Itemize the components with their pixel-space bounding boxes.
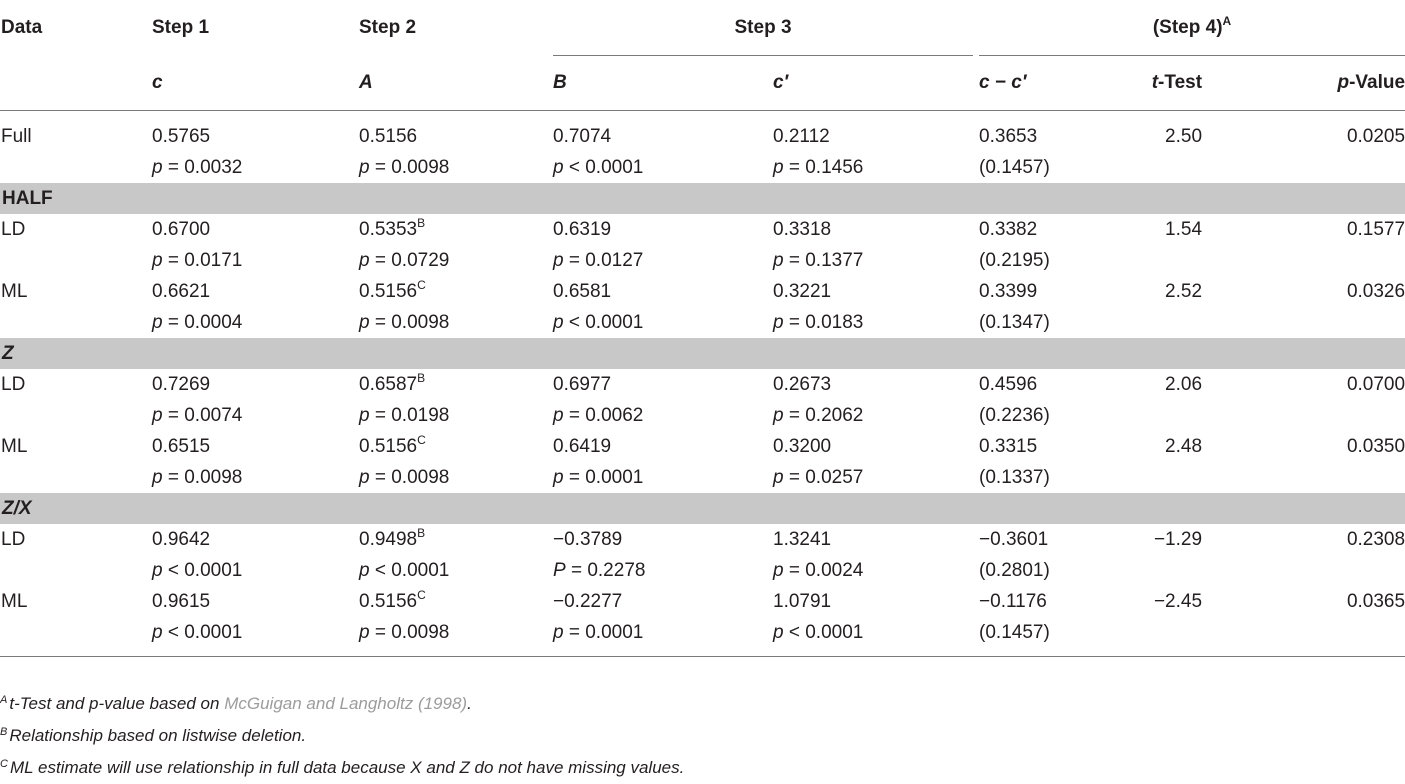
cell-a-p: p = 0.0198: [359, 404, 450, 426]
row-label: ML: [1, 435, 28, 457]
row-label: LD: [1, 528, 26, 550]
header-c-minus-c-prime: c − c′: [979, 56, 1136, 111]
cell-c-p: p = 0.0098: [152, 466, 243, 488]
cell-t: −1.29: [1153, 528, 1203, 550]
cell-b-p: p < 0.0001: [553, 311, 644, 333]
cell-a-p: p = 0.0098: [359, 617, 553, 657]
cell-b: 0.6581: [553, 280, 612, 302]
header-a: A: [359, 56, 553, 111]
row-label: ML: [1, 280, 28, 302]
cell-b-p: p = 0.0001: [553, 617, 773, 657]
table-row-pvalues: [0, 307, 1405, 338]
cell-diff-se: (0.2236): [979, 404, 1050, 426]
header-b: B: [553, 56, 773, 111]
cell-p-value: 0.0205: [1346, 125, 1405, 147]
header-step1: Step 1: [152, 17, 210, 38]
cell-c-p: p = 0.0004: [152, 311, 243, 333]
cell-b-p: P = 0.2278: [553, 559, 646, 581]
cell-b-p: p < 0.0001: [553, 156, 644, 178]
cell-c-prime: 1.3241: [773, 528, 832, 550]
cell-c-prime-p: p < 0.0001: [773, 617, 973, 657]
footnote-mark: B: [417, 370, 426, 385]
header-c-prime: c′: [773, 56, 973, 111]
cell-b: 0.6977: [553, 373, 612, 395]
cell-b: −0.3789: [553, 528, 623, 550]
cell-b-p: p = 0.0001: [553, 466, 644, 488]
cell-a: $0.5353^B$: [359, 215, 426, 240]
cell-diff: 0.3399: [979, 280, 1038, 302]
cell-c-prime-p: p = 0.0024: [773, 559, 864, 581]
section-header: [0, 183, 1405, 214]
cell-t: 2.48: [1165, 435, 1203, 457]
section-label: HALF: [0, 183, 1405, 214]
cell-t: 2.50: [1165, 125, 1203, 147]
row-label: LD: [1, 218, 26, 240]
cell-t: −2.45: [1153, 590, 1203, 612]
cell-b: −0.2277: [553, 590, 623, 612]
cell-b-p: p = 0.0127: [553, 249, 644, 271]
cell-a: $0.6587^B$: [359, 370, 426, 395]
table-row: [0, 431, 1405, 462]
cell-a-p: p < 0.0001: [359, 559, 450, 581]
section-label: Z: [0, 338, 1405, 369]
cell-c: 0.9615: [152, 590, 211, 612]
cell-a-p: p = 0.0098: [359, 156, 450, 178]
table-row: [0, 369, 1405, 400]
footnote-mark: C: [417, 587, 426, 602]
cell-a: $0.5156^C$: [359, 587, 426, 612]
table-row: [0, 586, 1405, 617]
cell-a-p: p = 0.0729: [359, 249, 450, 271]
cell-c-prime-p: p = 0.1456: [773, 156, 864, 178]
cell-c: 0.5765: [152, 125, 211, 147]
cell-c: 0.9642: [152, 528, 211, 550]
cell-c-prime: 0.3200: [773, 435, 832, 457]
table-row-pvalues: [0, 555, 1405, 586]
cell-c-p: p = 0.0171: [152, 249, 243, 271]
cell-b: 0.6419: [553, 435, 612, 457]
cell-c-prime-p: p = 0.0257: [773, 466, 864, 488]
cell-c-prime: 0.2673: [773, 373, 832, 395]
cell-diff: −0.1176: [979, 590, 1047, 612]
cell-c-prime: 1.0791: [773, 590, 832, 612]
header-step3: Step 3: [553, 0, 973, 56]
cell-diff-se: (0.1457): [979, 617, 1136, 657]
cell-diff-se: (0.2801): [979, 559, 1050, 581]
table-row-pvalues: [0, 617, 1405, 657]
header-c: c: [152, 56, 359, 111]
cell-diff-se: (0.1337): [979, 466, 1050, 488]
cell-b-p: p = 0.0062: [553, 404, 644, 426]
table-footnotes: [0, 688, 1405, 784]
footnote-a: $^A$ t-Test and p-value based on McGuigan and Langholtz (1998).: [0, 694, 472, 713]
cell-p-value: 0.0700: [1346, 373, 1405, 395]
header-step2: Step 2: [359, 17, 417, 38]
cell-c-p: p = 0.0074: [152, 404, 243, 426]
cell-c-prime: 0.3221: [773, 280, 832, 302]
section-header: [0, 338, 1405, 369]
footnote-mark: B: [417, 525, 426, 540]
cell-c: 0.6700: [152, 218, 211, 240]
cell-a: $0.9498^B$: [359, 525, 426, 550]
cell-c: 0.6621: [152, 280, 211, 302]
cell-c-p: p = 0.0032: [152, 156, 243, 178]
cell-diff-se: (0.1347): [979, 311, 1050, 333]
cell-c-prime-p: p = 0.2062: [773, 404, 864, 426]
cell-p-value: 0.0365: [1346, 590, 1405, 612]
footnote-b: $^B$ Relationship based on listwise deletion.: [0, 726, 307, 745]
cell-c-prime-p: p = 0.1377: [773, 249, 864, 271]
table-row-pvalues: [0, 152, 1405, 183]
cell-p-value: 0.1577: [1346, 218, 1405, 240]
table-row-pvalues: [0, 400, 1405, 431]
footnote-mark: B: [417, 215, 426, 230]
header-t-test: t-Test: [1136, 56, 1202, 111]
cell-diff: 0.4596: [979, 373, 1038, 395]
cell-diff: −0.3601: [979, 528, 1049, 550]
cell-c-p: p < 0.0001: [152, 559, 243, 581]
cell-t: 2.52: [1165, 280, 1203, 302]
table-row: [0, 276, 1405, 307]
footnote-c: $^C$ ML estimate will use relationship in full data because X and Z do not have missing values.: [0, 758, 685, 777]
table-row: [0, 214, 1405, 245]
header-row-steps: [0, 0, 1405, 56]
cell-diff-se: (0.1457): [979, 156, 1050, 178]
cell-diff: 0.3653: [979, 125, 1038, 147]
footnote-mark: C: [417, 432, 426, 447]
cell-a-p: p = 0.0098: [359, 466, 450, 488]
header-data: Data: [1, 17, 43, 38]
table-row-pvalues: [0, 245, 1405, 276]
cell-c-prime: 0.2112: [773, 125, 830, 147]
row-label: LD: [1, 373, 26, 395]
cell-a-p: p = 0.0098: [359, 311, 450, 333]
section-header: [0, 493, 1405, 524]
cell-a: $0.5156^C$: [359, 277, 426, 302]
cell-p-value: 0.0326: [1346, 280, 1405, 302]
cell-c: 0.7269: [152, 373, 211, 395]
cell-a: $0.5156^C$: [359, 432, 426, 457]
cell-t: 2.06: [1165, 373, 1203, 395]
cell-c-prime: 0.3318: [773, 218, 832, 240]
cell-t: 1.54: [1165, 218, 1203, 240]
cell-diff-se: (0.2195): [979, 249, 1050, 271]
cell-p-value: 0.2308: [1346, 528, 1405, 550]
cell-c-p: p < 0.0001: [152, 617, 359, 657]
reference-link[interactable]: McGuigan and Langholtz (1998): [224, 694, 468, 713]
cell-p-value: 0.0350: [1346, 435, 1405, 457]
footnote-mark: C: [417, 277, 426, 292]
cell-b: 0.6319: [553, 218, 612, 240]
table-row: [0, 111, 1405, 153]
row-label: ML: [1, 590, 28, 612]
row-label: Full: [1, 125, 32, 147]
cell-b: 0.7074: [553, 125, 612, 147]
table-row-pvalues: [0, 462, 1405, 493]
cell-c-prime-p: p = 0.0183: [773, 311, 864, 333]
table-row: [0, 524, 1405, 555]
section-label: Z/X: [0, 493, 1405, 524]
cell-c: 0.6515: [152, 435, 211, 457]
header-step4: (Step 4)$^A$: [979, 0, 1405, 56]
cell-diff: 0.3382: [979, 218, 1038, 240]
cell-a: 0.5156: [359, 125, 418, 147]
header-p-value: p-Value: [1202, 56, 1405, 111]
header-step4-footnote-mark: A: [1222, 14, 1232, 28]
cell-diff: 0.3315: [979, 435, 1038, 457]
header-row-columns: [0, 56, 1405, 111]
